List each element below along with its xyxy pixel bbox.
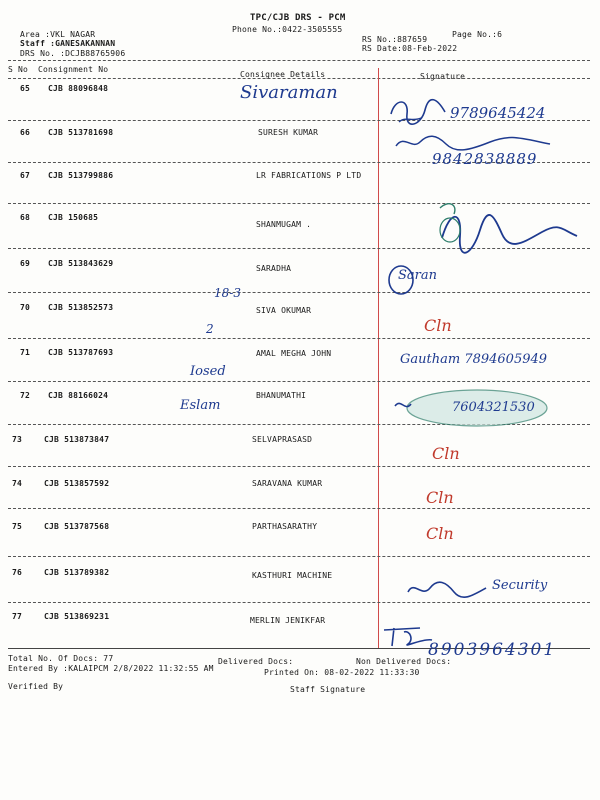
row-divider: [8, 602, 590, 603]
handwritten-note: Eslam: [180, 398, 221, 413]
row-consignment: CJB 513781698: [48, 128, 114, 137]
row-sno: 66: [20, 128, 31, 137]
signature-scribble: [385, 92, 455, 132]
row-consignment: CJB 88166024: [48, 391, 109, 400]
row-divider: [8, 508, 590, 509]
page-number: Page No.:6: [452, 30, 503, 39]
handwritten-signature: Gautham 7894605949: [400, 352, 548, 367]
row-sno: 72: [20, 391, 31, 400]
row-divider: [8, 381, 590, 382]
rs-number: RS No.:887659: [362, 35, 428, 44]
row-consignment: CJB 513869231: [44, 612, 110, 621]
col-sno-header: S No: [8, 65, 29, 74]
row-divider: [8, 466, 590, 467]
row-consignee: AMAL MEGHA JOHN: [256, 349, 332, 358]
row-sno: 73: [12, 435, 23, 444]
row-consignee: SIVA OKUMAR: [256, 306, 312, 315]
header-divider-top: [8, 60, 590, 61]
handwritten-phone: 8903964301: [428, 640, 557, 660]
table-row: [0, 303, 600, 343]
row-consignment: CJB 513843629: [48, 259, 114, 268]
phone-number: Phone No.:0422-3505555: [232, 25, 343, 34]
area: Area :VKL NAGAR: [20, 30, 96, 39]
row-consignment: CJB 513789382: [44, 568, 110, 577]
row-sno: 74: [12, 479, 23, 488]
handwritten-phone: 9842838889: [432, 150, 538, 168]
entered-by: Entered By :KALAIPCM 2/8/2022 11:32:55 AM: [8, 664, 214, 673]
document-title: TPC/CJB DRS - PCM: [250, 13, 346, 23]
signature-scribble: [402, 574, 492, 604]
row-consignee: KASTHURI MACHINE: [252, 571, 333, 580]
handwritten-note: Iosed: [190, 364, 226, 379]
row-consignee: BHANUMATHI: [256, 391, 307, 400]
row-consignment: CJB 88096848: [48, 84, 109, 93]
col-signature-header: Signature: [420, 72, 466, 81]
row-consignment: CJB 513787693: [48, 348, 114, 357]
col-consignee-header: Consignee Details: [240, 70, 326, 79]
row-divider: [8, 556, 590, 557]
row-sno: 76: [12, 568, 23, 577]
row-consignee: SARADHA: [256, 264, 292, 273]
signature-scribble: [432, 196, 582, 266]
table-row: [0, 435, 600, 475]
delivered-docs: Delivered Docs:: [218, 657, 294, 666]
verified-by: Verified By: [8, 682, 64, 691]
staff: Staff :GANESAKANNAN: [20, 39, 116, 48]
row-sno: 67: [20, 171, 31, 180]
non-delivered-docs: Non Delivered Docs:: [356, 657, 452, 666]
row-consignee: PARTHASARATHY: [252, 522, 318, 531]
total-docs: Total No. Of Docs: 77: [8, 654, 114, 663]
handwritten-name: Sivaraman: [240, 82, 338, 103]
rs-date: RS Date:08-Feb-2022: [362, 44, 458, 53]
handwritten-cln-mark: Cln: [432, 444, 460, 463]
row-consignee: SARAVANA KUMAR: [252, 479, 323, 488]
handwritten-signature: Saran: [398, 268, 437, 283]
row-sno: 71: [20, 348, 31, 357]
row-sno: 68: [20, 213, 31, 222]
row-sno: 77: [12, 612, 23, 621]
row-consignment: CJB 513787568: [44, 522, 110, 531]
printed-on: Printed On: 08-02-2022 11:33:30: [264, 668, 420, 677]
row-consignment: CJB 513852573: [48, 303, 114, 312]
handwritten-note: 18-3: [214, 286, 241, 300]
row-consignee: LR FABRICATIONS P LTD: [256, 171, 362, 180]
handwritten-signature: Security: [492, 578, 548, 593]
row-consignment: CJB 513873847: [44, 435, 110, 444]
table-row: [0, 479, 600, 519]
handwritten-note: 2: [206, 322, 214, 336]
row-consignee: SHANMUGAM .: [256, 220, 312, 229]
row-sno: 65: [20, 84, 31, 93]
row-consignee: SURESH KUMAR: [258, 128, 319, 137]
row-consignment: CJB 513799886: [48, 171, 114, 180]
staff-signature: Staff Signature: [290, 685, 366, 694]
col-consignment-header: Consignment No: [38, 65, 109, 74]
row-consignee: SELVAPRASASD: [252, 435, 313, 444]
handwritten-cln-mark: Cln: [426, 488, 454, 507]
handwritten-cln-mark: Cln: [426, 524, 454, 543]
row-consignee: MERLIN JENIKFAR: [250, 616, 326, 625]
row-sno: 70: [20, 303, 31, 312]
handwritten-phone: 7604321530: [452, 400, 535, 415]
row-divider: [8, 338, 590, 339]
row-sno: 69: [20, 259, 31, 268]
row-consignment: CJB 513857592: [44, 479, 110, 488]
drs-number: DRS No. :DCJB88765906: [20, 49, 126, 58]
row-divider: [8, 292, 590, 293]
handwritten-phone: 9789645424: [450, 104, 546, 122]
row-sno: 75: [12, 522, 23, 531]
handwritten-cln-mark: Cln: [424, 316, 452, 335]
header-divider-bottom: [8, 78, 590, 79]
row-consignment: CJB 150685: [48, 213, 99, 222]
